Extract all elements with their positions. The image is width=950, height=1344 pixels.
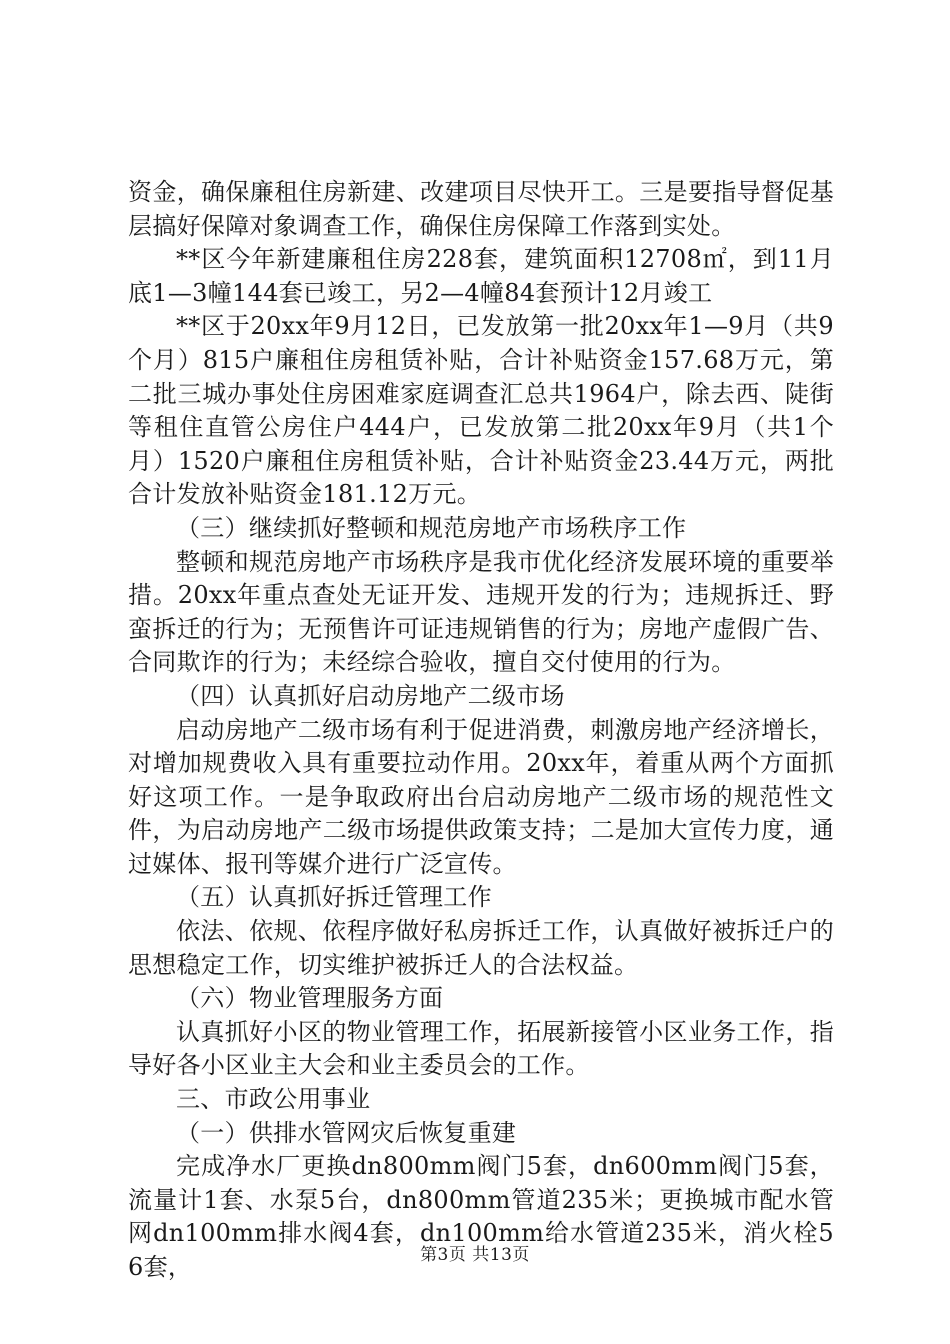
paragraph-water-network: 完成净水厂更换dn800mm阀门5套，dn600mm阀门5套，流量计1套、水泵5台，dn800mm管道235米；更换城市配水管网dn100mm排水阀4套，dn100mm给水管道235米，消火栓56套，: [128, 1152, 834, 1281]
section-heading-market-order: （三）继续抓好整顿和规范房地产市场秩序工作: [176, 513, 687, 542]
section-heading-secondary-market: （四）认真抓好启动房地产二级市场: [176, 681, 565, 710]
section-heading-municipal: 三、市政公用事业: [176, 1085, 371, 1114]
paragraph-continuation: 资金，确保廉租住房新建、改建项目尽快开工。三是要指导督促基层搞好保障对象调查工作，确保住房保障工作落到实处。: [128, 178, 834, 240]
page-number-footer: 第3页 共13页: [420, 1245, 530, 1265]
section-heading-property-management: （六）物业管理服务方面: [176, 984, 444, 1013]
section-heading-water-network: （一）供排水管网灾后恢复重建: [176, 1118, 517, 1147]
paragraph-demolition: 依法、依规、依程序做好私房拆迁工作，认真做好被拆迁户的思想稳定工作，切实维护被拆迁人的合法权益。: [128, 917, 834, 979]
paragraph-new-housing: **区今年新建廉租住房228套，建筑面积12708㎡，到11月底1—3幢144套已竣工，另2—4幢84套预计12月竣工: [128, 245, 834, 307]
paragraph-property-management: 认真抓好小区的物业管理工作，拓展新接管小区业务工作，指导好各小区业主大会和业主委员会的工作。: [128, 1017, 834, 1080]
paragraph-market-order: 整顿和规范房地产市场秩序是我市优化经济发展环境的重要举措。20xx年重点查处无证开发、违规开发的行为；违规拆迁、野蛮拆迁的行为；无预售许可证违规销售的行为；房地产虚假广告、合同欺诈的行为；未经综合验收，擅自交付使用的行为。: [128, 547, 834, 677]
section-heading-demolition: （五）认真抓好拆迁管理工作: [176, 883, 492, 912]
paragraph-rent-subsidy: **区于20xx年9月12日，已发放第一批20xx年1—9月（共9个月）815户廉租住房租赁补贴，合计补贴资金157.68万元，第二批三城办事处住房困难家庭调查汇总共1964户，除去西、陡街等租住直管公房住户444户，已发放第二批20xx年9月（共1个月）1520户廉租住房租赁补贴，合计补贴资金23.44万元，两批合计发放补贴资金181.12万元。: [128, 312, 834, 509]
document-body: [128, 176, 834, 1285]
paragraph-secondary-market: 启动房地产二级市场有利于促进消费，刺激房地产经济增长，对增加规费收入具有重要拉动作用。20xx年，着重从两个方面抓好这项工作。一是争取政府出台启动房地产二级市场的规范性文件，为启动房地产二级市场提供政策支持；二是加大宣传力度，通过媒体、报刊等媒介进行广泛宣传。: [128, 715, 834, 878]
